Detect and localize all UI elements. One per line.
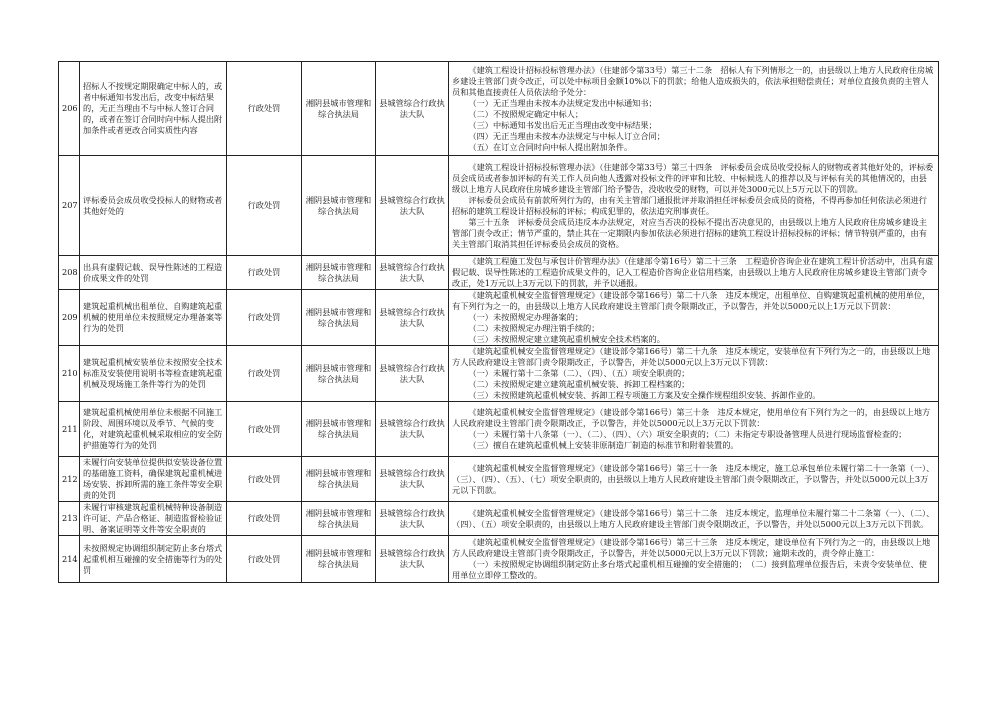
legal-basis-paragraph: （四）无正当理由未按本办法规定与中标人订立合同； bbox=[468, 130, 665, 141]
table-row bbox=[59, 156, 939, 256]
executor-cell: 县城管综合行政执法大队 bbox=[376, 62, 449, 156]
row-number: 208 bbox=[59, 256, 80, 290]
executor-cell: 县城管综合行政执法大队 bbox=[376, 457, 449, 502]
legal-basis-cell bbox=[449, 502, 939, 536]
executor-cell: 县城管综合行政执法大队 bbox=[376, 502, 449, 536]
legal-basis-paragraph: （一）未履行第十二条第（二）、（四）、（五）项安全职责的； bbox=[468, 368, 690, 378]
executor-cell: 县城管综合行政执法大队 bbox=[376, 156, 449, 256]
violation-item: 未履行审核建筑起重机械特种设备制造许可证、产品合格证、制造监督检验证明、备案证明等文件等安全职责的 bbox=[80, 502, 227, 536]
category-cell: 行政处罚 bbox=[227, 156, 302, 256]
executor-cell: 县城管综合行政执法大队 bbox=[376, 536, 449, 583]
legal-basis-cell bbox=[449, 156, 939, 256]
legal-basis-paragraph: 《建筑起重机械安全监督管理规定》（建设部令第166号）第二十八条 违反本规定，出租单位、自购建筑起重机械的使用单位，有下列行为之一的，由县级以上地方人民政府建设主管部门责令限期改正，予以警告，并处以5000元以上1万元以下罚款： bbox=[452, 290, 931, 311]
violation-item: 出具有虚假记载、误导性陈述的工程造价成果文件的处罚 bbox=[80, 256, 227, 290]
row-number: 212 bbox=[59, 457, 80, 502]
row-number: 210 bbox=[59, 346, 80, 402]
table-row bbox=[59, 256, 939, 290]
legal-basis-cell bbox=[449, 402, 939, 457]
violation-item: 招标人不按规定期限确定中标人的，或者中标通知书发出后，改变中标结果的，无正当理由不与中标人签订合同的，或者在签订合同时向中标人提出附加条件或者更改合同实质性内容 bbox=[80, 62, 227, 156]
violation-item: 建筑起重机械安装单位未按照安全技术标准及安装使用说明书等检查建筑起重机械及现场施工条件等行为的处罚 bbox=[80, 346, 227, 402]
legal-basis-paragraph: 《建筑起重机械安全监督管理规定》（建设部令第166号）第二十九条 违反本规定，安装单位有下列行为之一的，由县级以上地方人民政府建设主管部门责令限期改正，予以警告，并处以5000元以上3万元以下罚款： bbox=[452, 346, 931, 367]
violation-item: 建筑起重机械出租单位、自购建筑起重机械的使用单位未按照规定办理备案等行为的处罚 bbox=[80, 290, 227, 346]
row-number: 211 bbox=[59, 402, 80, 457]
violation-item: 未按照规定协调组织制定防止多台塔式起重机相互碰撞的安全措施等行为的处罚 bbox=[80, 536, 227, 583]
executor-cell: 县城管综合行政执法大队 bbox=[376, 256, 449, 290]
legal-basis-cell bbox=[449, 346, 939, 402]
row-number: 213 bbox=[59, 502, 80, 536]
category-cell: 行政处罚 bbox=[227, 62, 302, 156]
department-cell: 湘阴县城市管理和综合执法局 bbox=[302, 62, 376, 156]
category-cell: 行政处罚 bbox=[227, 256, 302, 290]
table-row bbox=[59, 402, 939, 457]
legal-basis-paragraph: 《建筑起重机械安全监督管理规定》（建设部令第166号）第三十三条 违反本规定，建设单位有下列行为之一的，由县级以上地方人民政府建设主管部门责令限期改正，予以警告，并处以5000元以上3万元以下罚款；逾期未改的，责令停止施工： bbox=[452, 537, 931, 558]
table-row bbox=[59, 502, 939, 536]
category-cell: 行政处罚 bbox=[227, 457, 302, 502]
legal-basis-cell bbox=[449, 256, 939, 290]
row-number: 207 bbox=[59, 156, 80, 256]
department-cell: 湘阴县城市管理和综合执法局 bbox=[302, 502, 376, 536]
category-cell: 行政处罚 bbox=[227, 502, 302, 536]
legal-basis-paragraph: 《建筑起重机械安全监督管理规定》（建设部令第166号）第三十二条 违反本规定，监理单位未履行第二十二条第（一）、（二）、（四）、（五）项安全职责的，由县级以上地方人民政府建设主管部门责令限期改正，予以警告，并处以5000元以上3万元以下罚款。 bbox=[452, 507, 935, 529]
category-cell: 行政处罚 bbox=[227, 536, 302, 583]
category-cell: 行政处罚 bbox=[227, 290, 302, 346]
legal-basis-paragraph: （一）未履行第十八条第（一）、（二）、（四）、（六）项安全职责的；（二）未指定专职设备管理人员进行现场监督检查的； bbox=[468, 429, 907, 439]
legal-basis-paragraph: （三）擅自在建筑起重机械上安装非原制造厂制造的标准节和附着装置的。 bbox=[468, 440, 739, 450]
table-row bbox=[59, 346, 939, 402]
department-cell: 湘阴县城市管理和综合执法局 bbox=[302, 290, 376, 346]
table-body bbox=[59, 62, 939, 583]
legal-basis-cell bbox=[449, 457, 939, 502]
executor-cell: 县城管综合行政执法大队 bbox=[376, 290, 449, 346]
legal-basis-paragraph: （二）未按照规定建立建筑起重机械安装、拆卸工程档案的； bbox=[468, 379, 690, 389]
violation-item: 未履行向安装单位提供拟安装设备位置的基础施工资料，确保建筑起重机械进场安装、拆卸所需的施工条件等安全职责的处罚 bbox=[80, 457, 227, 502]
row-number: 206 bbox=[59, 62, 80, 156]
category-cell: 行政处罚 bbox=[227, 346, 302, 402]
legal-basis-cell bbox=[449, 62, 939, 156]
category-cell: 行政处罚 bbox=[227, 402, 302, 457]
legal-basis-paragraph: 《建筑工程设计招标投标管理办法》（住建部令第33号）第三十四条 评标委员会成员收受投标人的财物或者其他好处的，评标委员会成员或者参加评标的有关工作人员向他人透露对投标文件的评审和比较、中标候选人的推荐以及与评标有关的其他情况的，由县级以上地方人民政府住房城乡建设主管部门给予警告，没收收受的财物，可以并处3000元以上5万元以下的罚款。 bbox=[452, 161, 934, 194]
legal-basis-cell bbox=[449, 290, 939, 346]
penalty-table bbox=[58, 61, 939, 583]
legal-basis-paragraph: （一）未按照规定办理备案的； bbox=[468, 312, 584, 322]
executor-cell: 县城管综合行政执法大队 bbox=[376, 346, 449, 402]
legal-basis-paragraph: 《建筑起重机械安全监督管理规定》（建设部令第166号）第三十条 违反本规定，使用单位有下列行为之一的，由县级以上地方人民政府建设主管部门责令限期改正，予以警告，并处以5000元以上3万元以下罚款： bbox=[452, 407, 931, 428]
legal-basis-paragraph: （二）未按照规定办理注销手续的； bbox=[468, 323, 600, 333]
legal-basis-paragraph: （五）在订立合同时向中标人提出附加条件。 bbox=[468, 141, 633, 152]
department-cell: 湘阴县城市管理和综合执法局 bbox=[302, 457, 376, 502]
violation-item: 建筑起重机械使用单位未根据不同施工阶段、周围环境以及季节、气候的变化，对建筑起重机械采取相应的安全防护措施等行为的处罚 bbox=[80, 402, 227, 457]
legal-basis-paragraph: 评标委员会成员有前款所列行为的，由有关主管部门通报批评并取消担任评标委员会成员的资格，不得再参加任何依法必须进行招标的建筑工程设计招标投标的评标；构成犯罪的，依法追究刑事责任。 bbox=[452, 194, 927, 216]
table-row bbox=[59, 457, 939, 502]
legal-basis-paragraph: （三）未按照规定建立建筑起重机械安全技术档案的。 bbox=[468, 334, 665, 344]
legal-basis-paragraph: （三）中标通知书发出后无正当理由改变中标结果； bbox=[468, 119, 657, 130]
legal-basis-paragraph: （二）不按照规定确定中标人； bbox=[468, 108, 584, 119]
legal-basis-paragraph: 《建筑工程施工发包与承包计价管理办法》（住建部令第16号）第二十三条 工程造价咨询企业在建筑工程计价活动中，出具有虚假记载、误导性陈述的工程造价成果文件的，记入工程造价咨询企业信用档案，由县级以上地方人民政府住房城乡建设主管部门责令改正，处1万元以上3万元以下的罚款，并予以通报。 bbox=[452, 256, 934, 288]
executor-cell: 县城管综合行政执法大队 bbox=[376, 402, 449, 457]
department-cell: 湘阴县城市管理和综合执法局 bbox=[302, 256, 376, 290]
table-row bbox=[59, 62, 939, 156]
department-cell: 湘阴县城市管理和综合执法局 bbox=[302, 536, 376, 583]
department-cell: 湘阴县城市管理和综合执法局 bbox=[302, 156, 376, 256]
legal-basis-paragraph: 第三十五条 评标委员会成员违反本办法规定，对应当否决的投标不提出否决意见的，由县级以上地方人民政府住房城乡建设主管部门责令改正；情节严重的，禁止其在一定期限内参加依法必须进行招标的建筑工程设计招标投标的评标；情节特别严重的，由有关主管部门取消其担任评标委员会成员的资格。 bbox=[452, 216, 927, 249]
legal-basis-cell bbox=[449, 536, 939, 583]
legal-basis-paragraph: 《建筑工程设计招标投标管理办法》（住建部令第33号）第三十二条 招标人有下列情形之一的，由县级以上地方人民政府住房城乡建设主管部门责令改正，可以处中标项目金额10%以下的罚款；给他人造成损失的，依法承担赔偿责任；对单位直接负责的主管人员和其他直接责任人员依法给予处分： bbox=[452, 64, 934, 97]
table-row bbox=[59, 536, 939, 583]
legal-basis-paragraph: 《建筑起重机械安全监督管理规定》（建设部令第166号）第三十一条 违反本规定，施工总承包单位未履行第二十一条第（一）、（三）、（四）、（五）、（七）项安全职责的，由县级以上地方人民政府建设主管部门责令限期改正，予以警告，并处以5000元以上3万元以下罚款。 bbox=[452, 462, 935, 495]
department-cell: 湘阴县城市管理和综合执法局 bbox=[302, 402, 376, 457]
legal-basis-paragraph: （三）未按照建筑起重机械安装、拆卸工程专项施工方案及安全操作规程组织安装、拆卸作业的。 bbox=[468, 390, 821, 400]
legal-basis-paragraph: （一）无正当理由未按本办法规定发出中标通知书； bbox=[468, 97, 657, 108]
row-number: 214 bbox=[59, 536, 80, 583]
department-cell: 湘阴县城市管理和综合执法局 bbox=[302, 346, 376, 402]
table-row bbox=[59, 290, 939, 346]
violation-item: 评标委员会成员收受投标人的财物或者其他好处的 bbox=[80, 156, 227, 256]
legal-basis-paragraph: （一）未按照规定协调组织制定防止多台塔式起重机相互碰撞的安全措施的； （二）接到监理单位报告后，未责令安装单位、使用单位立即停工整改的。 bbox=[452, 559, 927, 580]
row-number: 209 bbox=[59, 290, 80, 346]
